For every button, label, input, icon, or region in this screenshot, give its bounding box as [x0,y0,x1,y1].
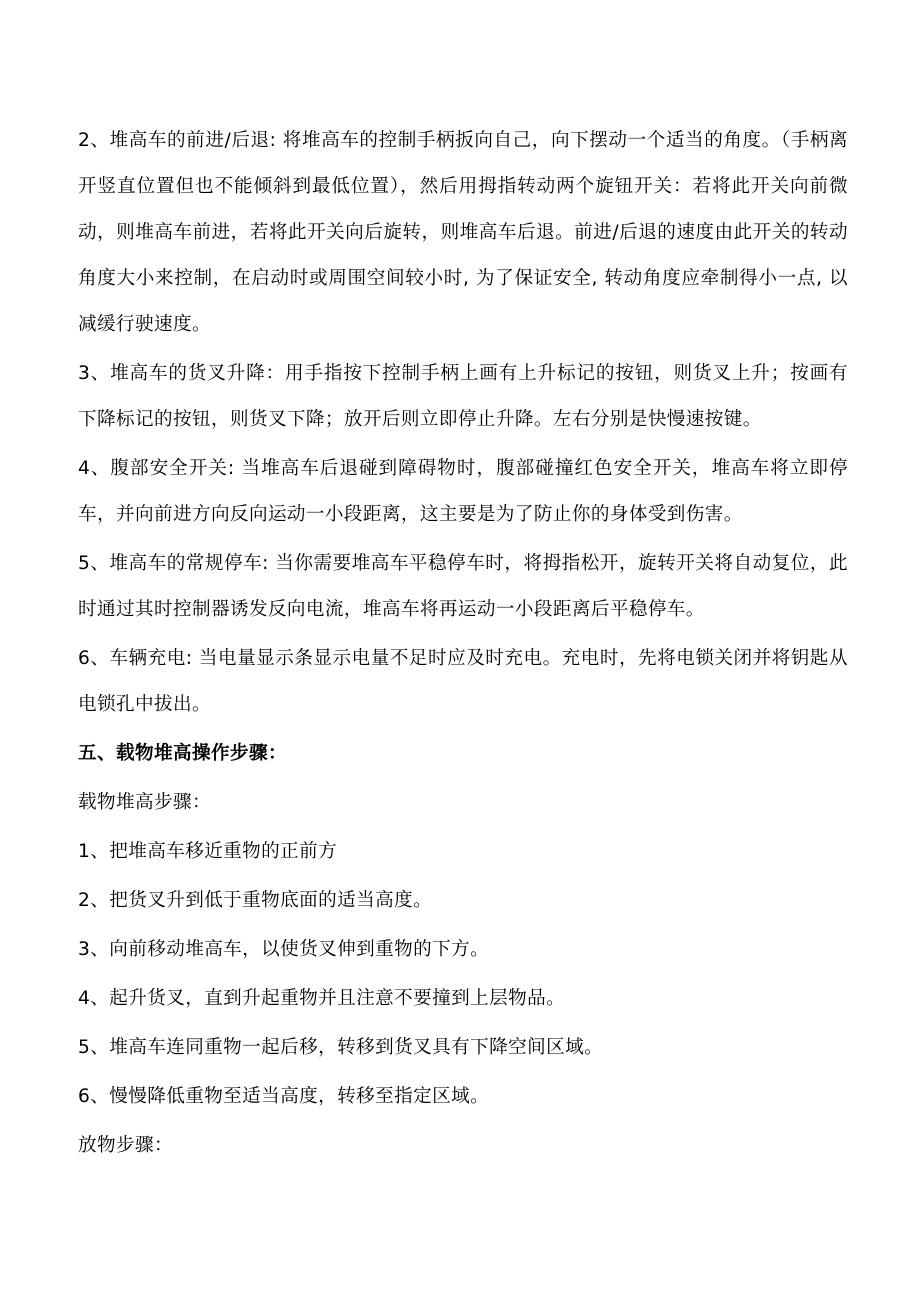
paragraph-normal-stop: 5、堆高车的常规停车: 当你需要堆高车平稳停车时，将拇指松开，旋转开关将自动复位，此时通过其时控制器诱发反向电流，堆高车将再运动一小段距离后平稳停车。 [78,553,848,620]
subheading-stacking-steps: 载物堆高步骤： [78,792,211,813]
list-item-step-3: 3、向前移动堆高车，以使货叉伸到重物的下方。 [78,939,490,960]
paragraph-charging: 6、车辆充电: 当电量显示条显示电量不足时应及时充电。充电时，先将电锁关闭并将钥匙从电锁孔中拔出。 [78,648,848,715]
list-item-step-1: 1、把堆高车移近重物的正前方 [78,841,338,862]
section-heading-stacking-steps: 五、载物堆高操作步骤： [78,743,287,764]
paragraph-belly-safety-switch: 4、腹部安全开关: 当堆高车后退碰到障碍物时，腹部碰撞红色安全开关，堆高车将立即停车，并向前进方向反向运动一小段距离，这主要是为了防止你的身体受到伤害。 [78,458,848,525]
document-body [78,118,848,1172]
subheading-unloading-steps: 放物步骤： [78,1135,173,1156]
list-item-step-5: 5、堆高车连同重物一起后移，转移到货叉具有下降空间区域。 [78,1037,604,1058]
paragraph-forward-reverse: 2、堆高车的前进/后退: 将堆高车的控制手柄扳向自己，向下摆动一个适当的角度。（手柄离开竖直位置但也不能倾斜到最低位置），然后用拇指转动两个旋钮开关：若将此开关向前微动，则堆高车前进，若将此开关向后旋转，则堆高车后退。前进/后退的速度由此开关的转动角度大小来控制，在启动时或周围空间较小时, 为了保证安全, 转动角度应牵制得小一点, 以减缓行驶速度。 [78,130,848,335]
list-item-step-4: 4、起升货叉，直到升起重物并且注意不要撞到上层物品。 [78,988,566,1009]
list-item-step-6: 6、慢慢降低重物至适当高度，转移至指定区域。 [78,1086,490,1107]
paragraph-fork-lift-lower: 3、堆高车的货叉升降：用手指按下控制手柄上画有上升标记的按钮，则货叉上升；按画有下降标记的按钮，则货叉下降；放开后则立即停止升降。左右分别是快慢速按键。 [78,363,848,430]
list-item-step-2: 2、把货叉升到低于重物底面的适当高度。 [78,890,433,911]
